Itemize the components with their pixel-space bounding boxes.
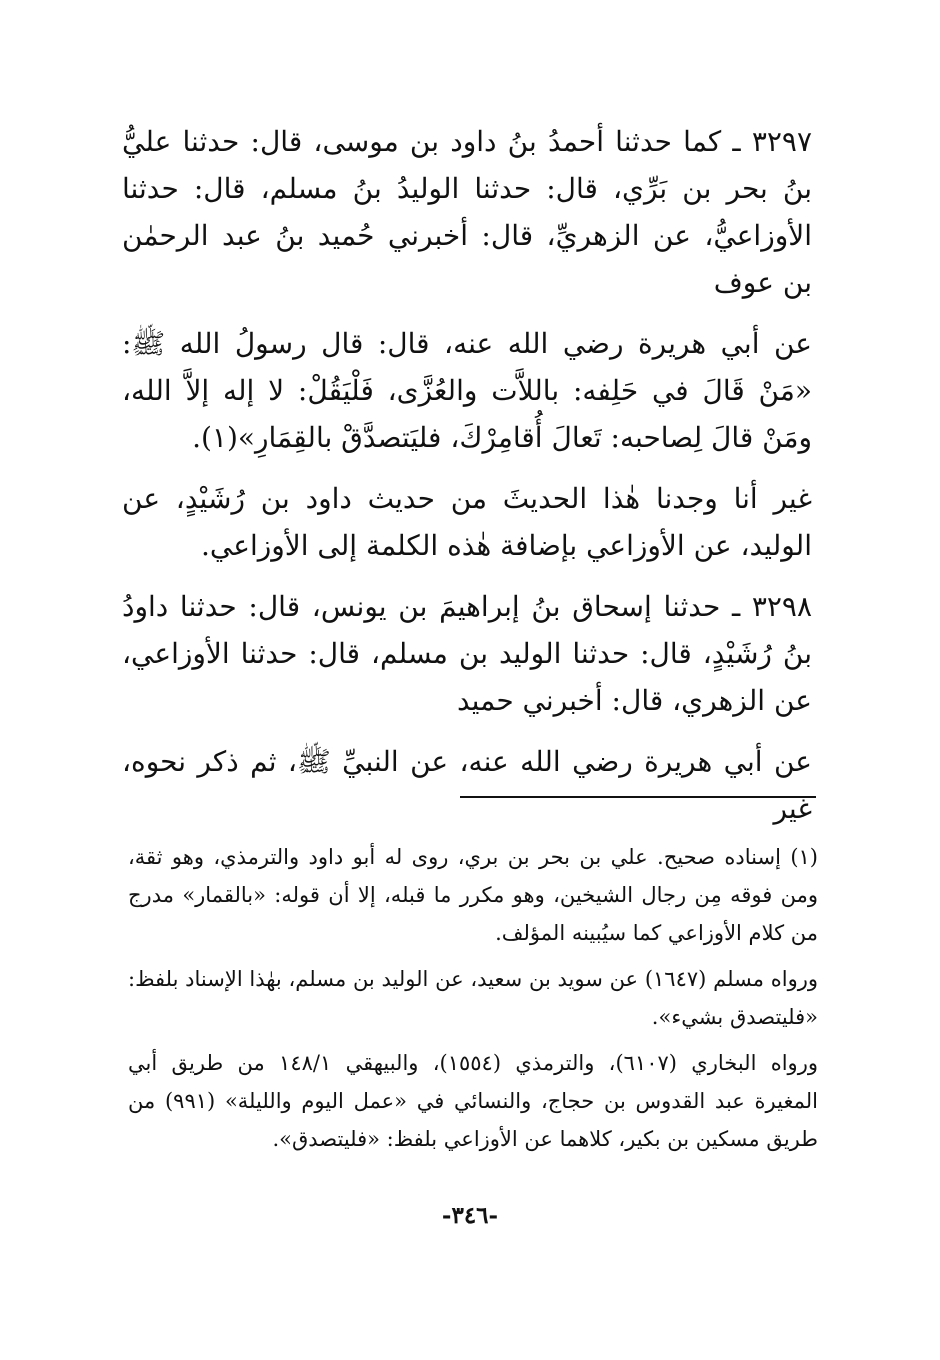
page-number: -٣٤٦- <box>441 1202 499 1229</box>
footnote-separator <box>460 796 816 798</box>
author-comment: غير أنا وجدنا هٰذا الحديثَ من حديث داود بن رُشَيْدٍ، عن الوليد، عن الأوزاعي بإضافة هٰذه الكلمة إلى الأوزاعي. <box>122 482 812 562</box>
footnote-2: ورواه مسلم (١٦٤٧) عن سويد بن سعيد، عن الوليد بن مسلم، بهٰذا الإسناد بلفظ: «فليتصدق بشيء». <box>128 967 818 1029</box>
footnotes <box>128 838 818 1166</box>
hadith-3298-isnad: ٣٢٩٨ ـ حدثنا إسحاق بنُ إبراهيمَ بن يونس، قال: حدثنا داودُ بنُ رُشَيْدٍ، قال: حدثنا الوليد بن مسلم، قال: حدثنا الأوزاعي، عن الزهري، قال: أخبرني حميد <box>122 590 812 717</box>
footnote-3: ورواه البخاري (٦١٠٧)، والترمذي (١٥٥٤)، والبيهقي ١٤٨/١ من طريق أبي المغيرة عبد القدوس بن حجاج، والنسائي في «عمل اليوم والليلة» (٩٩١) من طريق مسكين بن بكير، كلاهما عن الأوزاعي بلفظ: «فليتصدق». <box>128 1051 818 1151</box>
hadith-3297-matn: عن أبي هريرة رضي الله عنه، قال: قال رسولُ الله ﷺ: «مَنْ قَالَ في حَلِفه: باللاَّت والعُزَّى، فَلْيَقُلْ: لا إله إلاَّ الله، ومَنْ قالَ لِصاحبه: تَعالَ أُقامِرْكَ، فليَتصدَّقْ بالقِمَارِ»(١). <box>122 327 812 454</box>
main-text <box>122 118 812 846</box>
hadith-3297-isnad: ٣٢٩٧ ـ كما حدثنا أحمدُ بنُ داود بن موسى، قال: حدثنا عليُّ بنُ بحر بن بَرِّي، قال: حدثنا الوليدُ بنُ مسلم، قال: حدثنا الأوزاعيُّ، عن الزهريِّ، قال: أخبرني حُميد بنُ عبد الرحمٰن بن عوف <box>122 125 812 299</box>
footnote-1: (١) إسناده صحيح. علي بن بحر بن بري، روى له أبو داود والترمذي، وهو ثقة، ومن فوقه مِن رجال الشيخين، وهو مكرر ما قبله، إلا أن قوله: «بالقمار» مدرج من كلام الأوزاعي كما سيُبينه المؤلف. <box>128 845 818 945</box>
hadith-3298-matn: عن أبي هريرة رضي الله عنه، عن النبيِّ ﷺ، ثم ذكر نحوه، غير <box>122 745 812 825</box>
